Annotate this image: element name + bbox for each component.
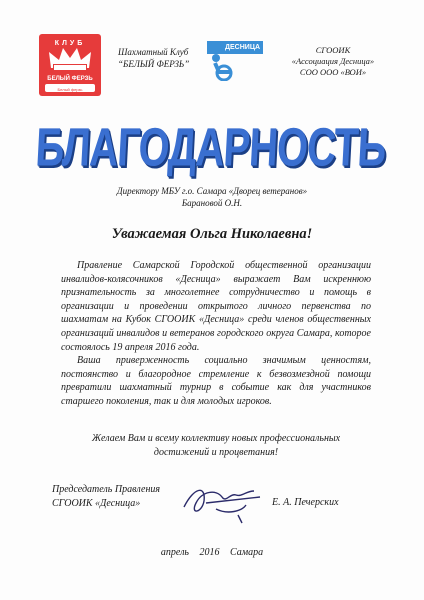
wish-line-1: Желаем Вам и всему коллективу новых профессиональных bbox=[91, 433, 341, 444]
crown-icon bbox=[47, 44, 93, 74]
white-queen-club-logo bbox=[39, 34, 101, 96]
desnitsa-logo-text: ДЕСНИЦА bbox=[207, 41, 263, 54]
position-line-2: СГООИК «Десница» bbox=[52, 498, 141, 509]
addressee-line-1: Директору МБУ г.о. Самара «Дворец ветеранов» bbox=[116, 186, 308, 196]
wheelchair-icon bbox=[210, 51, 244, 81]
logo-strip-text: Белый ферзь bbox=[57, 87, 83, 92]
org-line-2: «Ассоциация Десница» bbox=[291, 56, 375, 66]
letter-body bbox=[61, 259, 371, 409]
salutation: Уважаемая Ольга Николаевна! bbox=[111, 226, 313, 242]
document-city: Самара bbox=[229, 547, 264, 558]
position-line-1: Председатель Правления bbox=[52, 484, 161, 495]
org-line-3: СОО ООО «ВОИ» bbox=[299, 67, 367, 77]
addressee-line-2: Барановой О.Н. bbox=[181, 198, 243, 208]
signatory-position bbox=[52, 483, 160, 511]
document-title: БЛАГОДАРНОСТЬ bbox=[34, 118, 387, 178]
logo-top-text: КЛУБ bbox=[54, 40, 86, 47]
addressee bbox=[0, 185, 424, 209]
handwritten-signature bbox=[176, 477, 268, 527]
wish-line-2: достижений и процветания! bbox=[153, 446, 279, 458]
document-date: апрель 2016 bbox=[160, 547, 220, 558]
date-place bbox=[0, 547, 424, 558]
club-line-1: Шахматный Клуб bbox=[118, 47, 189, 57]
logo-name-text: БЕЛЫЙ ФЕРЗЬ bbox=[47, 76, 93, 82]
club-line-2: “БЕЛЫЙ ФЕРЗЬ” bbox=[118, 59, 190, 69]
org-line-1: СГООИК bbox=[315, 45, 351, 55]
org-name bbox=[278, 45, 388, 78]
club-name bbox=[118, 46, 189, 70]
signatory-name: Е. А. Печерских bbox=[272, 497, 339, 508]
closing-wish bbox=[61, 432, 371, 459]
paragraph-2: Ваша приверженность социально значимым ценностям, постоянство и благородное стремление к безвозмездной помощи превратили шахматный турнир в событие как для участников старшего поколения, так и для молодых игроков. bbox=[61, 355, 371, 407]
paragraph-1: Правление Самарской Городской общественной организации инвалидов-колясочников «Десница» выражает Вам искреннюю признательность за многолетнее сотрудничество и помощь в организации и проведении открытого личного первенства по шахматам на Кубок СГООИК «Десница» среди членов общественных организаций инвалидов и ветеранов городского округа Самара, которое состоялось 19 апреля 2016 года. bbox=[61, 260, 371, 353]
desnitsa-logo bbox=[207, 41, 263, 81]
